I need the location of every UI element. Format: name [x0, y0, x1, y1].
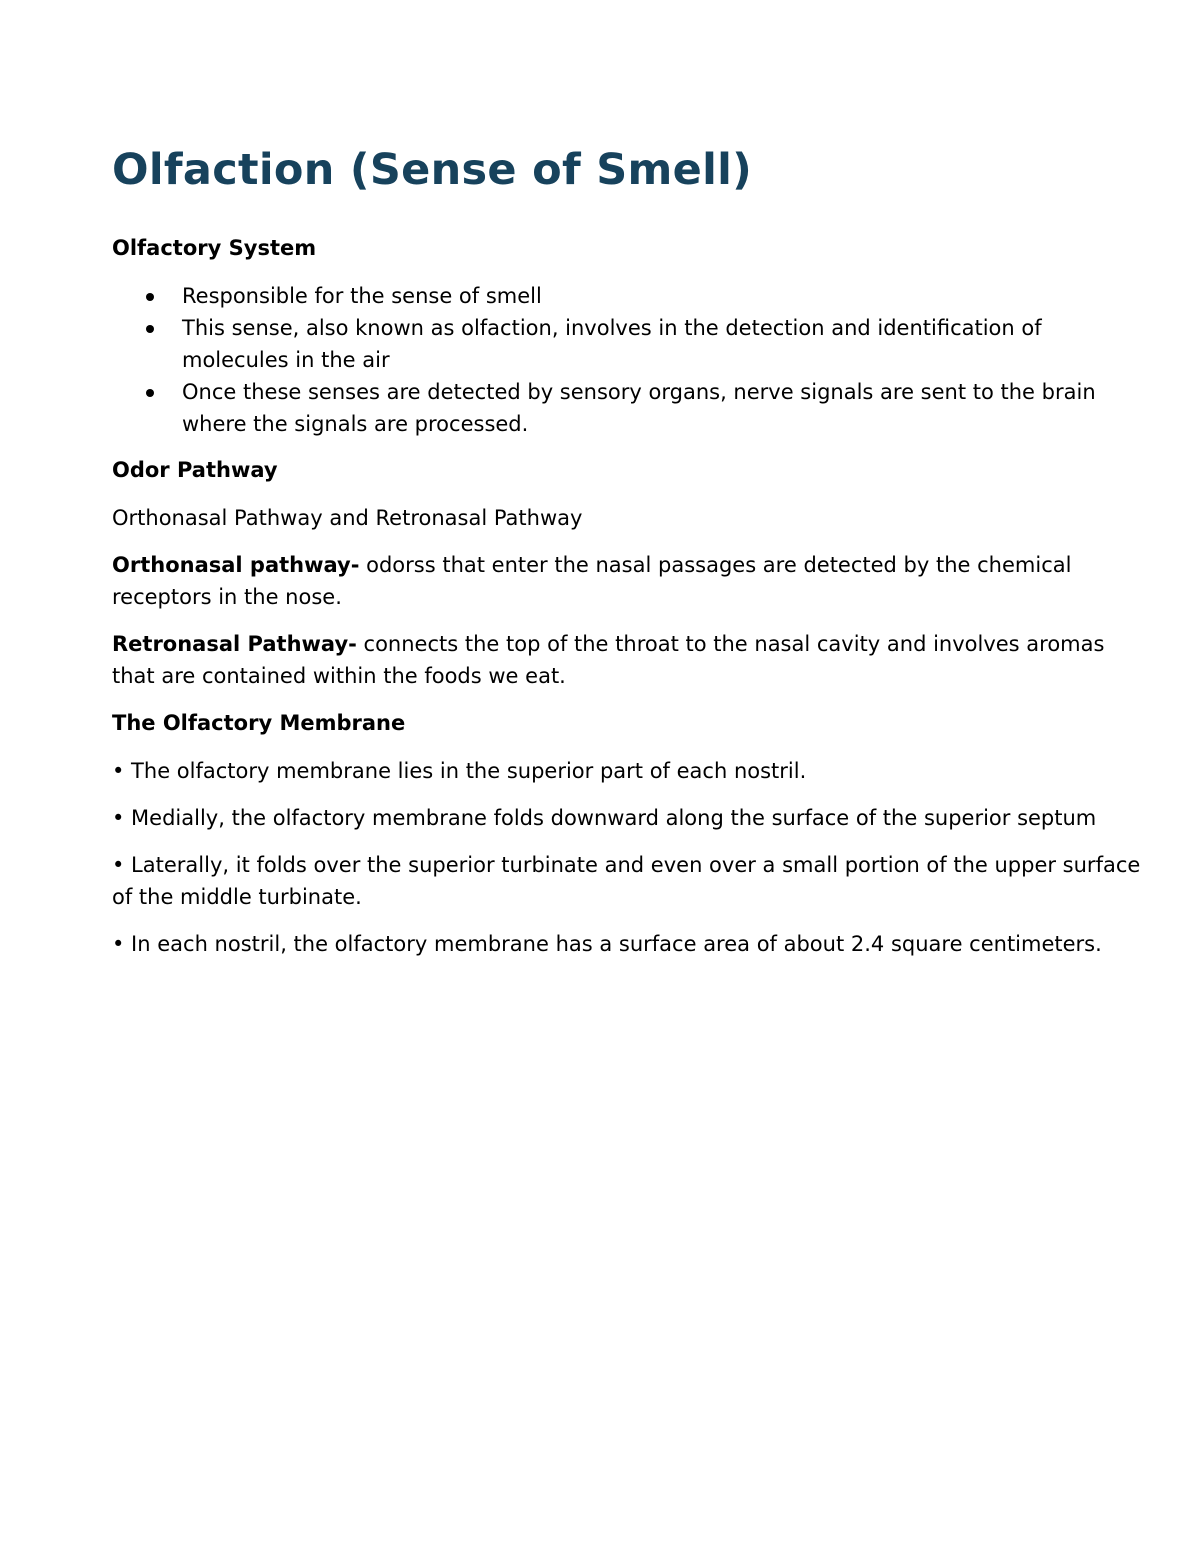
retronasal-paragraph	[112, 628, 1152, 692]
section-heading-odor-pathway: Odor Pathway	[112, 458, 278, 482]
membrane-point: • In each nostril, the olfactory membrane has a surface area of about 2.4 square centimeters.	[112, 932, 1102, 956]
list-item-text: Responsible for the sense of smell	[182, 284, 542, 308]
membrane-point: • The olfactory membrane lies in the superior part of each nostril.	[112, 759, 807, 783]
orthonasal-text: odorss that enter the nasal passages are detected by the chemical receptors in the nose.	[112, 553, 1072, 609]
olfactory-system-list	[112, 280, 1152, 440]
retronasal-term: Retronasal Pathway-	[112, 632, 357, 656]
bullet-icon	[146, 325, 154, 333]
list-item	[112, 312, 1152, 376]
list-item-text: This sense, also known as olfaction, involves in the detection and identification of molecules in the air	[182, 316, 1042, 372]
document-page	[112, 140, 1152, 975]
section-heading-olfactory-membrane: The Olfactory Membrane	[112, 711, 406, 735]
orthonasal-paragraph	[112, 549, 1152, 613]
bullet-icon	[146, 293, 154, 301]
section-heading-olfactory-system: Olfactory System	[112, 236, 317, 260]
list-item	[112, 376, 1152, 440]
odor-pathway-intro: Orthonasal Pathway and Retronasal Pathway	[112, 506, 583, 530]
membrane-point: • Laterally, it folds over the superior turbinate and even over a small portion of the upper surface of the middle turbinate.	[112, 853, 1141, 909]
page-title: Olfaction (Sense of Smell)	[112, 145, 753, 195]
bullet-icon	[146, 389, 154, 397]
retronasal-text: connects the top of the throat to the nasal cavity and involves aromas that are contained within the foods we eat.	[112, 632, 1105, 688]
orthonasal-term: Orthonasal pathway-	[112, 553, 360, 577]
membrane-point: • Medially, the olfactory membrane folds downward along the surface of the superior septum	[112, 806, 1097, 830]
list-item-text: Once these senses are detected by sensory organs, nerve signals are sent to the brain where the signals are processed.	[182, 380, 1096, 436]
list-item	[112, 280, 1152, 312]
